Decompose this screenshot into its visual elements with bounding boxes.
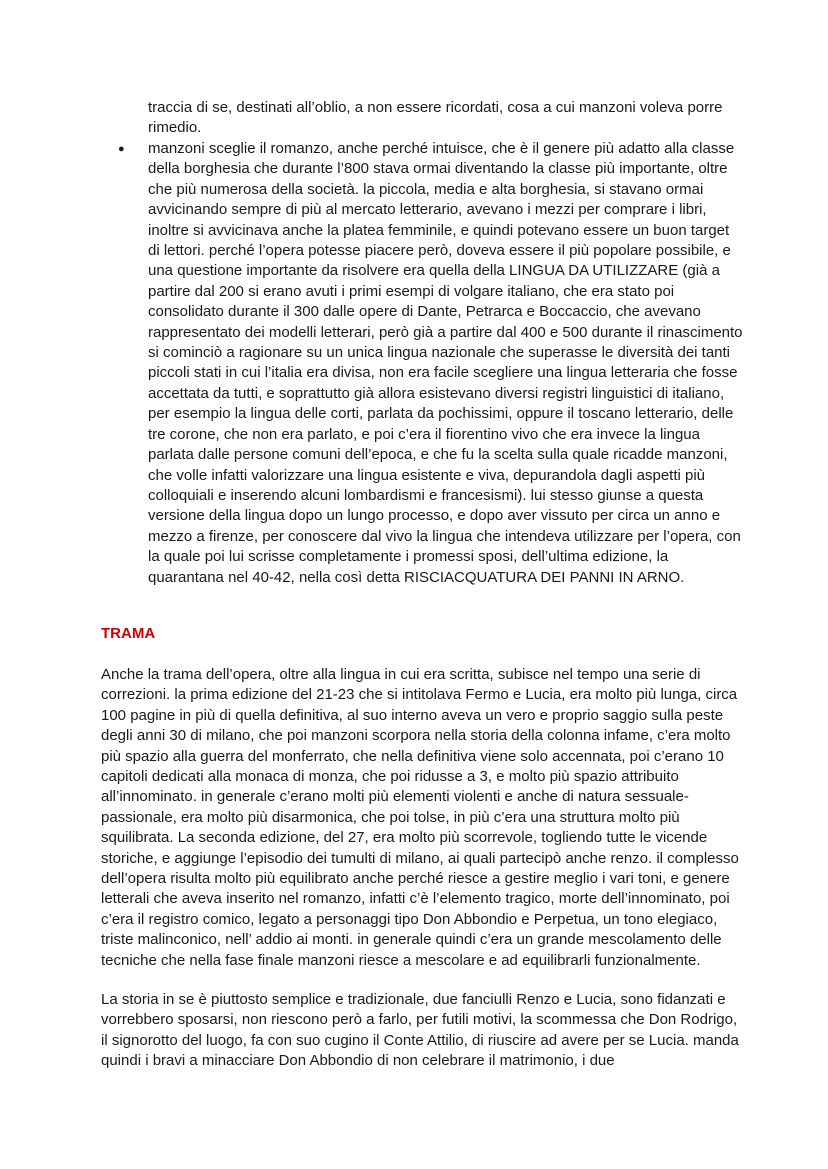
body-paragraph: Anche la trama dell’opera, oltre alla lingua in cui era scritta, subisce nel tempo una serie di correzioni. la prima edizione del 21-23 che si intitolava Fermo e Lucia, era molto più lunga, circa 100 pagine in più di quella definitiva, al suo interno aveva un vero e proprio saggio sulla peste degli anni 30 di milano, che poi manzoni scorpora nella storia della colonna infame, c’era molto più spazio alla guerra del monferrato, che nella definitiva viene solo accennata, poi c’erano 10 capitoli dedicati alla monaca di monza, che poi ridusse a 3, e molto più spazio attribuito all’innominato. in generale c’erano molti più elementi violenti e anche di natura sessuale-passionale, era molto più disarmonica, che poi tolse, in più c’era una struttura molto più squilibrata. La seconda edizione, del 27, era molto più scorrevole, togliendo tutte le vicende storiche, e aggiunge l’episodio dei tumulti di milano, ai quali partecipò anche renzo. il complesso dell’opera risulta molto più equilibrato anche perché riesce a gestire meglio i vari toni, e genere letterali che aveva inserito nel romanzo, infatti c’è l’elemento tragico, morte dell’innominato, poi c’era il registro comico, legato a personaggi tipo Don Abbondio e Perpetua, un tono elegiaco, triste malinconico, nell’ addio ai monti. in generale quindi c’era un grande mescolamento delle tecniche che nella fase finale manzoni riesce a mescolare e ad equilibrarli funzionalmente.: [101, 666, 739, 969]
section-heading-trama: TRAMA: [101, 625, 156, 642]
body-paragraph: La storia in se è piuttosto semplice e tradizionale, due fanciulli Renzo e Lucia, sono fidanzati e vorrebbero sposarsi, non riescono però a farlo, per futili motivi, la scommessa che Don Rodrigo, il signorotto del luogo, fa con suo cugino il Conte Attilio, di riuscire ad avere per se Lucia. manda quindi i bravi a minacciare Don Abbondio di non celebrare il matrimonio, i due: [101, 991, 739, 1070]
bullet-icon: ●: [118, 143, 125, 155]
bullet-text: manzoni sceglie il romanzo, anche perché intuisce, che è il genere più adatto alla classe della borghesia che durante l’800 stava ormai diventando la classe più importante, oltre che più numerosa della società. la piccola, media e alta borghesia, si stavano ormai avvicinando sempre di più al mercato letterario, avevano i mezzi per comprare i libri, inoltre si avvicinava anche la platea femminile, e quindi potevano essere un buon target di lettori. perché l’opera potesse piacere però, doveva essere il più popolare possibile, e una questione importante da risolvere era quella della LINGUA DA UTILIZZARE (già a partire dal 200 si erano avuti i primi esempi di volgare italiano, che era stato poi consolidato durante il 300 dalle opere di Dante, Petrarca e Boccaccio, che avevano rappresentato dei modelli letterari, però già a partire dal 400 e 500 durante il rinascimento si cominciò a ragionare su un unica lingua nazionale che superasse le diversità dei tanti piccoli stati in cui l’italia era divisa, non era facile scegliere una lingua letteraria che fosse accettata da tutti, e soprattutto già allora esistevano diversi registri linguistici di italiano, per esempio la lingua delle corti, parlata da pochissimi, oppure il toscano letterario, delle tre corone, che non era parlato, e poi c’era il fiorentino vivo che era invece la lingua parlata dalle persone comuni dell’epoca, e che fu la scelta sulla quale ricadde manzoni, che volle infatti valorizzare una lingua esistente e viva, depurandola dagli aspetti più colloquiali e inserendo alcuni lombardismi e francesismi). lui stesso giunse a questa versione della lingua dopo un lungo processo, e dopo aver vissuto per circa un anno e mezzo a firenze, per conoscere dal vivo la lingua che intendeva utilizzare per l’opera, con la quale poi lui scrisse completamente i promessi sposi, dell’ultima edizione, la quarantana nel 40-42, nella così detta RISCIACQUATURA DEI PANNI IN ARNO.: [148, 140, 743, 586]
continuation-paragraph: traccia di se, destinati all’oblio, a non essere ricordati, cosa a cui manzoni voleva porre rimedio.: [148, 99, 723, 137]
